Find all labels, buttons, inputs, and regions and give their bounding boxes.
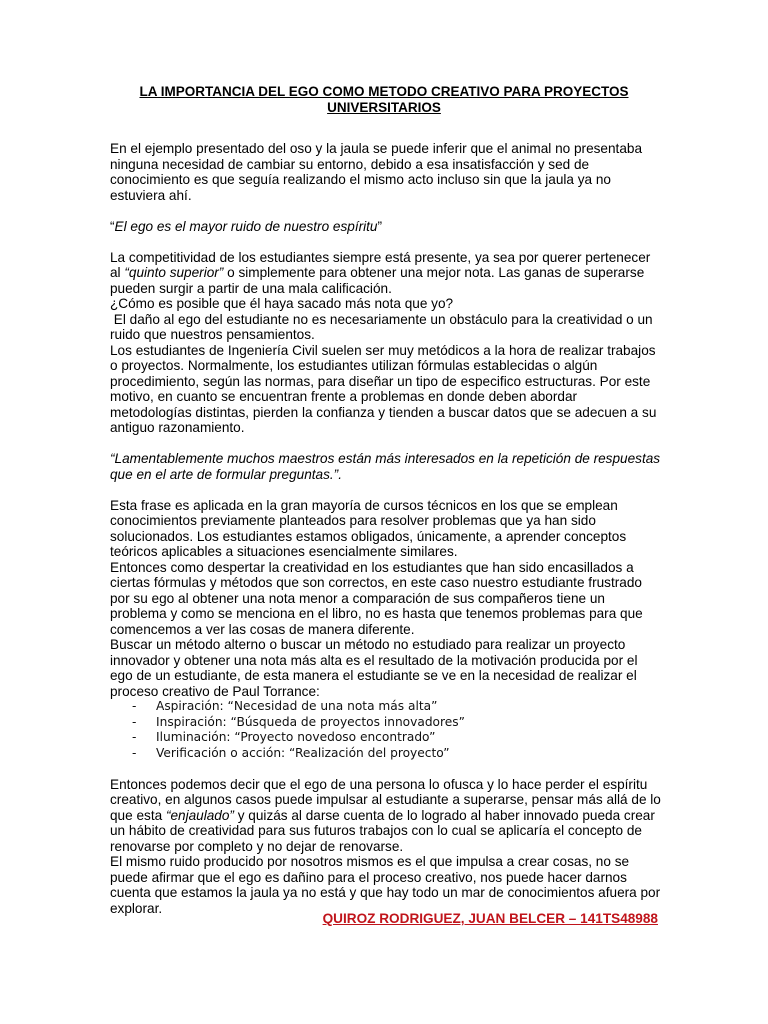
- paragraph-9-b: y quizás al darse cuenta de lo logrado al haber innovado pueda crear un hábito de creatividad para sus futuros trabajos con lo cual se aplicaría el concepto de renovarse por completo y no dejar de renovarse.: [110, 807, 655, 854]
- title-line-2: UNIVERSITARIOS: [327, 99, 441, 115]
- paragraph-10: El mismo ruido producido por nosotros mismos es el que impulsa a crear cosas, no se puede afirmar que el ego es dañino para el proceso creativo, nos puede hacer darnos cuenta que estamos la jaula ya no está y que hay todo un mar de conocimientos afuera por explorar.: [110, 854, 661, 916]
- list-item-text: Aspiración: “Necesidad de una nota más alta”: [156, 699, 438, 713]
- paragraph-2-b: o simplemente para obtener una mejor nota. Las ganas de superarse pueden surgir a partir de una mala calificación.: [110, 265, 645, 296]
- quote-1-text: es el mayor ruido de nuestro espíritu: [153, 218, 378, 234]
- paragraph-5: Los estudiantes de Ingeniería Civil suelen ser muy metódicos a la hora de realizar trabajos o proyectos. Normalmente, los estudiantes utilizan fórmulas establecidas o algún procedimiento, según las normas, para diseñar un tipo de especifico estructuras. Por este motivo, en cuanto se encuentran frente a problemas en donde deben abordar metodologías distintas, pierden la confianza y tienden a buscar datos que se adecuen a su antiguo razonamiento.: [110, 342, 657, 435]
- list-item: [110, 746, 662, 762]
- list-item-text: Inspiración: “Búsqueda de proyectos innovadores”: [156, 714, 465, 729]
- paragraph-9-a: Entonces podemos decir que el ego de una persona lo ofusca y lo hace perder el espíritu creativo, en algunos casos puede impulsar al estudiante a superarse, pensar más allá de lo que esta: [110, 776, 661, 823]
- quote-1-open: “: [110, 218, 115, 234]
- paragraph-3: ¿Cómo es posible que él haya sacado más nota que yo?: [110, 296, 454, 311]
- quote-2: “Lamentablemente muchos maestros están más interesados en la repetición de respuestas que en el arte de formular preguntas.”.: [110, 451, 661, 482]
- list-item: [110, 730, 662, 746]
- paragraph-2: [110, 250, 662, 297]
- torrance-list: [110, 699, 662, 761]
- paragraph-8: Buscar un método alterno o buscar un método no estudiado para realizar un proyecto innovador y obtener una nota más alta es el resultado de la motivación producida por el ego de un estudiante, de esta manera el estudiante se ve en la necesidad de realizar el proceso creativo de Paul Torrance:: [110, 637, 638, 699]
- paragraph-9: [110, 777, 662, 855]
- list-dash: -: [132, 714, 137, 729]
- author-signature: QUIROZ RODRIGUEZ, JUAN BELCER – 141TS48988: [322, 911, 658, 926]
- paragraph-2-a: La competitividad de los estudiantes siempre está presente, ya sea por querer pertenecer al: [110, 249, 651, 280]
- paragraph-7: Entonces como despertar la creatividad en los estudiantes que han sido encasillados a ciertas fórmulas y métodos que son correctos, en este caso nuestro estudiante frustrado por su ego al obtener una nota menor a comparación de sus compañeros tiene un problema y como se menciona en el libro, no es hasta que tenemos problemas para que comencemos a ver las cosas de manera diferente.: [110, 559, 643, 637]
- quote-1-em: El ego: [114, 218, 154, 234]
- quote-1: [110, 219, 662, 235]
- list-dash: -: [132, 745, 137, 760]
- document-body: [110, 141, 662, 916]
- paragraph-6: Esta frase es aplicada en la gran mayoría de cursos técnicos en los que se emplean conocimientos previamente planteados para resolver problemas que ya han sido solucionados. Los estudiantes estamos obligados, únicamente, a aprender conceptos teóricos aplicables a situaciones esencialmente similares.: [110, 497, 627, 559]
- list-item-text: Verificación o acción: “Realización del proyecto”: [156, 745, 450, 760]
- list-item: [110, 699, 662, 715]
- list-item-text: Iluminación: “Proyecto novedoso encontrado”: [156, 730, 436, 744]
- document-title: [100, 84, 668, 115]
- list-item: [110, 715, 662, 731]
- list-dash: -: [132, 730, 137, 744]
- title-line-1: LA IMPORTANCIA DEL EGO COMO METODO CREATIVO PARA PROYECTOS: [139, 84, 629, 99]
- list-dash: -: [132, 699, 137, 713]
- paragraph-9-em: “enjaulado”: [165, 807, 234, 823]
- paragraph-1: En el ejemplo presentado del oso y la jaula se puede inferir que el animal no presentaba ninguna necesidad de cambiar su entorno, debido a esa insatisfacción y sed de conocimiento es que seguía realizando el mismo acto incluso sin que la jaula ya no estuviera ahí.: [110, 141, 643, 203]
- paragraph-4: El daño al ego del estudiante no es necesariamente un obstáculo para la creatividad o un ruido que nuestros pensamientos.: [110, 311, 657, 342]
- quote-1-close: ”: [377, 218, 383, 234]
- paragraph-2-em: “quinto superior”: [124, 265, 224, 280]
